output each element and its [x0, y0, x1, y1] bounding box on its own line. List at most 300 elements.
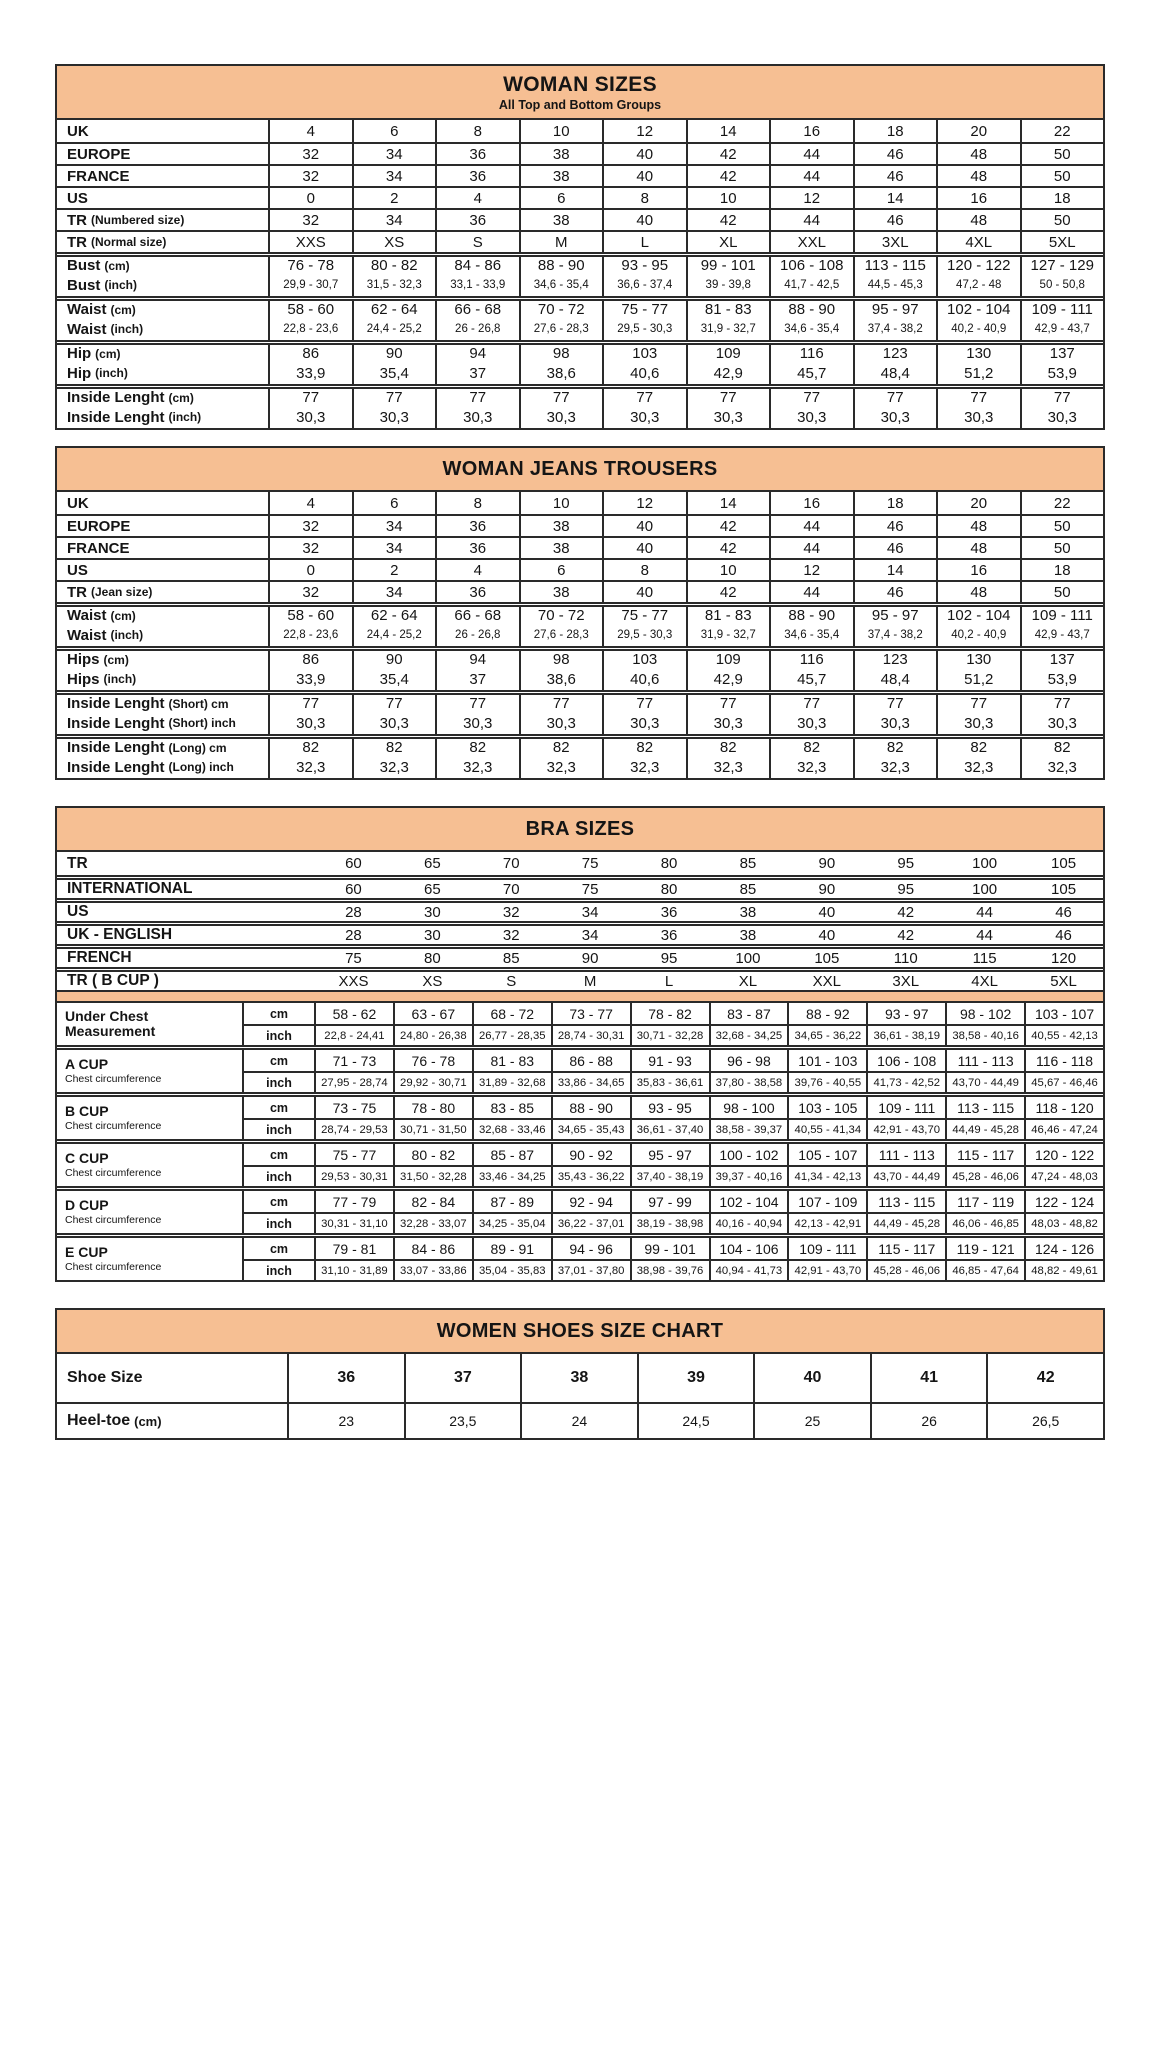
- value-cell: 6: [352, 120, 436, 142]
- value-cell: 42: [686, 582, 770, 602]
- value-cell: 31,9 - 32,7: [686, 624, 770, 646]
- value-cell: 30,3: [519, 406, 603, 428]
- value-cell: 32: [502, 903, 520, 921]
- value-cell: 34: [352, 582, 436, 602]
- value-cell: 41,73 - 42,52: [866, 1071, 945, 1092]
- value-cell: 38: [519, 516, 603, 536]
- row-label-text: C CUP: [65, 1150, 109, 1166]
- value-cell: XL: [686, 232, 770, 252]
- row-label-text: Waist: [67, 320, 107, 338]
- value-cell: 33,07 - 33,86: [393, 1259, 472, 1280]
- table-row: [57, 668, 1103, 690]
- value-cell: 85: [739, 880, 757, 898]
- value-cell: 28: [345, 903, 362, 921]
- value-cell: 48,4: [853, 362, 937, 384]
- value-cell: 87 - 89: [472, 1191, 551, 1212]
- table-row: [57, 406, 1103, 428]
- value-cell: 77: [519, 695, 603, 712]
- row-label: [57, 756, 268, 778]
- table-row: [57, 602, 1103, 624]
- value-cell: 42,9: [686, 362, 770, 384]
- table-row: [57, 384, 1103, 406]
- value-cell: 75: [581, 855, 599, 872]
- value-cell: 45,7: [769, 362, 853, 384]
- table-row: [57, 646, 1103, 668]
- value-cell: 36,61 - 38,19: [866, 1024, 945, 1045]
- value-cell: 82: [686, 739, 770, 756]
- row-label-detail: (Short) inch: [168, 716, 236, 730]
- value-cell: 32,3: [519, 756, 603, 778]
- row-label-text: Hip: [67, 345, 92, 362]
- value-cell: 40,55 - 41,34: [787, 1118, 866, 1139]
- value-cell: 80 - 82: [352, 257, 436, 274]
- value-cell: 5XL: [1020, 232, 1104, 252]
- table-row: [57, 296, 1103, 318]
- value-cell: 34: [352, 538, 436, 558]
- value-cell: 34,6 - 35,4: [519, 274, 603, 296]
- row-label-text: TR: [67, 211, 87, 229]
- table-row: [57, 274, 1103, 296]
- value-cell: 40: [602, 166, 686, 186]
- value-cell: 95 - 97: [630, 1144, 709, 1165]
- value-cell: 37,01 - 37,80: [551, 1259, 630, 1280]
- value-cell: 75: [345, 949, 362, 967]
- value-cell: 81 - 83: [472, 1050, 551, 1071]
- value-cell: 38,19 - 38,98: [630, 1212, 709, 1233]
- value-cell: 46: [853, 210, 937, 230]
- value-cell: 82: [853, 739, 937, 756]
- row-label-text: EUROPE: [67, 145, 131, 163]
- value-cell: 89 - 91: [472, 1238, 551, 1259]
- row-label-text: UK - ENGLISH: [67, 926, 173, 943]
- value-cell: 77: [352, 695, 436, 712]
- row-label: [57, 362, 268, 384]
- value-cell: 32,3: [686, 756, 770, 778]
- value-cell: 30,31 - 31,10: [314, 1212, 393, 1233]
- value-cell: 109: [686, 345, 770, 362]
- table-row: [57, 875, 1103, 898]
- value-cell: 77: [268, 695, 352, 712]
- unit-cell: inch: [242, 1259, 314, 1280]
- value-cell: 46: [853, 166, 937, 186]
- value-cell: 70: [502, 855, 520, 872]
- value-cell: 38: [739, 926, 757, 944]
- value-cell: 6: [519, 560, 603, 580]
- value-cell: 39 - 39,8: [686, 274, 770, 296]
- value-cell: 41: [870, 1354, 987, 1402]
- row-label-detail: Chest circumference: [65, 1214, 162, 1226]
- value-cell: 37,4 - 38,2: [853, 318, 937, 340]
- table-title: WOMEN SHOES SIZE CHART: [436, 1319, 724, 1342]
- value-cell: L: [602, 232, 686, 252]
- value-cell: XS: [422, 972, 443, 990]
- value-cell: 4: [435, 188, 519, 208]
- value-cell: 77: [936, 695, 1020, 712]
- value-cell: 99 - 101: [686, 257, 770, 274]
- value-cell: XXL: [769, 232, 853, 252]
- row-label-detail: (Long) inch: [168, 760, 234, 774]
- value-cell: 22,8 - 23,6: [268, 318, 352, 340]
- value-cell: 44,49 - 45,28: [945, 1118, 1024, 1139]
- value-cell: 82: [435, 739, 519, 756]
- value-cell: 116 - 118: [1024, 1050, 1103, 1071]
- value-cell: 6: [519, 188, 603, 208]
- value-cell: 30,3: [268, 712, 352, 734]
- value-cell: 30,3: [769, 406, 853, 428]
- value-cell: 50: [1020, 166, 1104, 186]
- value-cell: XXS: [338, 972, 369, 990]
- value-cell: 75 - 77: [314, 1144, 393, 1165]
- row-label: [57, 257, 268, 274]
- value-cell: 42,91 - 43,70: [866, 1118, 945, 1139]
- row-label: [57, 695, 268, 712]
- value-cell: 18: [1020, 560, 1104, 580]
- value-cell: 36,61 - 37,40: [630, 1118, 709, 1139]
- value-cell: 29,5 - 30,3: [602, 624, 686, 646]
- value-cell: 115 - 117: [945, 1144, 1024, 1165]
- row-label-text: FRANCE: [67, 539, 130, 557]
- value-cell: 4: [268, 120, 352, 142]
- value-cell: 95 - 97: [853, 301, 937, 318]
- value-cell: 58 - 62: [314, 1003, 393, 1024]
- value-cell: 24: [520, 1404, 637, 1438]
- row-label-text: Inside Lenght: [67, 714, 165, 732]
- value-cell: 33,46 - 34,25: [472, 1165, 551, 1186]
- row-label: [57, 852, 314, 875]
- value-cell: 137: [1020, 651, 1104, 668]
- value-cell: 46,06 - 46,85: [945, 1212, 1024, 1233]
- value-cell: 77: [435, 695, 519, 712]
- value-cell: 32,3: [769, 756, 853, 778]
- value-cell: 18: [1020, 188, 1104, 208]
- table-title: WOMAN SIZES: [503, 72, 657, 96]
- row-label: [57, 492, 268, 514]
- value-cell: 35,43 - 36,22: [551, 1165, 630, 1186]
- row-label: [57, 949, 314, 967]
- value-cell: 34: [581, 926, 599, 944]
- value-cell: 30,3: [936, 712, 1020, 734]
- value-cell: 18: [853, 120, 937, 142]
- value-cell: 77: [853, 389, 937, 406]
- value-cell: 73 - 77: [551, 1003, 630, 1024]
- value-cell: 46,85 - 47,64: [945, 1259, 1024, 1280]
- value-cell: 23: [287, 1404, 404, 1438]
- row-label-text: Shoe Size: [67, 1369, 143, 1386]
- value-cell: 30,3: [853, 712, 937, 734]
- value-cell: 40: [602, 538, 686, 558]
- bra-cup-measurements-body: [57, 1003, 1103, 1280]
- value-cell: 34: [352, 144, 436, 164]
- value-cell: 37: [435, 362, 519, 384]
- row-label-detail: (Long) cm: [168, 740, 227, 755]
- value-cell: 44: [769, 538, 853, 558]
- value-cell: 27,6 - 28,3: [519, 318, 603, 340]
- value-cell: 53,9: [1020, 668, 1104, 690]
- value-cell: 90: [581, 949, 599, 967]
- row-label: [57, 345, 268, 362]
- value-cell: 122 - 124: [1024, 1191, 1103, 1212]
- value-cell: 42,91 - 43,70: [787, 1259, 866, 1280]
- row-label-detail: (Jean size): [91, 585, 153, 599]
- value-cell: 8: [602, 560, 686, 580]
- value-cell: 70 - 72: [519, 607, 603, 624]
- value-cell: 40,2 - 40,9: [936, 318, 1020, 340]
- value-cell: 77: [602, 695, 686, 712]
- value-cell: 81 - 83: [686, 301, 770, 318]
- value-cell: 28,74 - 29,53: [314, 1118, 393, 1139]
- row-label-text: UK: [67, 122, 89, 140]
- value-cell: 42: [686, 538, 770, 558]
- value-cell: 66 - 68: [435, 607, 519, 624]
- value-cell: 83 - 87: [709, 1003, 788, 1024]
- value-cell: 38,98 - 39,76: [630, 1259, 709, 1280]
- value-cell: 36: [435, 538, 519, 558]
- value-cell: 37,80 - 38,58: [709, 1071, 788, 1092]
- row-label-text: INTERNATIONAL: [67, 880, 193, 897]
- row-label: [57, 560, 268, 580]
- row-label-text: E CUP: [65, 1244, 108, 1260]
- value-cell: 82: [519, 739, 603, 756]
- row-label-detail: (Numbered size): [91, 213, 185, 227]
- row-label-text: TR: [67, 583, 87, 601]
- value-cell: 82: [769, 739, 853, 756]
- value-cell: 78 - 82: [630, 1003, 709, 1024]
- value-cell: 3XL: [853, 232, 937, 252]
- table-row: [57, 624, 1103, 646]
- table-row: [57, 898, 1103, 921]
- value-cell: 16: [936, 560, 1020, 580]
- bra-sizes-conversion-body: [57, 852, 1103, 990]
- value-cell: 118 - 120: [1024, 1097, 1103, 1118]
- value-cell: 84 - 86: [435, 257, 519, 274]
- value-cell: 48,82 - 49,61: [1024, 1259, 1103, 1280]
- value-cell: 12: [602, 492, 686, 514]
- woman-jeans-header: [57, 448, 1103, 492]
- unit-cell: cm: [242, 1003, 314, 1024]
- value-cell: 38: [519, 538, 603, 558]
- value-cell: 109 - 111: [1020, 607, 1104, 624]
- row-label-detail: (cm): [104, 258, 130, 273]
- value-cell: 40,6: [602, 362, 686, 384]
- value-cell: 40: [602, 144, 686, 164]
- value-cell: 90 - 92: [551, 1144, 630, 1165]
- value-cell: 88 - 92: [787, 1003, 866, 1024]
- value-cell: 111 - 113: [945, 1050, 1024, 1071]
- value-cell: 31,9 - 32,7: [686, 318, 770, 340]
- unit-cell: cm: [242, 1050, 314, 1071]
- value-cell: 106 - 108: [769, 257, 853, 274]
- value-cell: 26: [870, 1404, 987, 1438]
- value-cell: 32: [268, 210, 352, 230]
- value-cell: 85: [739, 855, 757, 872]
- value-cell: 85: [502, 949, 520, 967]
- value-cell: 34: [352, 210, 436, 230]
- value-cell: 34,65 - 35,43: [551, 1118, 630, 1139]
- value-cell: 103 - 105: [787, 1097, 866, 1118]
- value-cell: 34,6 - 35,4: [769, 318, 853, 340]
- table-row: [57, 944, 1103, 967]
- unit-cell: inch: [242, 1165, 314, 1186]
- table-row: [57, 558, 1103, 580]
- row-label-text: TR ( B CUP ): [67, 972, 159, 989]
- value-cell: 77: [268, 389, 352, 406]
- bra-sizes-table: [55, 806, 1105, 1282]
- value-cell: 34,65 - 36,22: [787, 1024, 866, 1045]
- value-cell: 42: [686, 210, 770, 230]
- value-cell: 90: [352, 651, 436, 668]
- value-cell: 95 - 97: [853, 607, 937, 624]
- value-cell: 26,5: [986, 1404, 1103, 1438]
- value-cell: 70 - 72: [519, 301, 603, 318]
- value-cell: 53,9: [1020, 362, 1104, 384]
- value-cell: 30,3: [936, 406, 1020, 428]
- row-label: [57, 880, 314, 898]
- table-row: [57, 967, 1103, 990]
- value-cell: 0: [268, 188, 352, 208]
- row-label: [57, 1144, 242, 1186]
- row-label-detail: Chest circumference: [65, 1073, 162, 1085]
- value-cell: 100: [972, 855, 998, 872]
- value-cell: 44,49 - 45,28: [866, 1212, 945, 1233]
- value-cell: 113 - 115: [866, 1191, 945, 1212]
- value-cell: 24,5: [637, 1404, 754, 1438]
- value-cell: 94: [435, 651, 519, 668]
- row-label-detail: (Short) cm: [168, 696, 229, 711]
- row-label-text: Inside Lenght: [67, 739, 165, 756]
- value-cell: 44: [769, 210, 853, 230]
- value-cell: 42: [897, 903, 915, 921]
- value-cell: 26 - 26,8: [435, 318, 519, 340]
- value-cell: 95: [660, 949, 678, 967]
- table-row: [57, 318, 1103, 340]
- row-label-text: US: [67, 189, 88, 207]
- value-cell: 22: [1020, 492, 1104, 514]
- value-cell: 92 - 94: [551, 1191, 630, 1212]
- value-cell: 12: [769, 560, 853, 580]
- value-cell: 115 - 117: [866, 1238, 945, 1259]
- value-cell: 42: [897, 926, 915, 944]
- value-cell: 30,71 - 32,28: [630, 1024, 709, 1045]
- value-cell: 78 - 80: [393, 1097, 472, 1118]
- value-cell: 31,10 - 31,89: [314, 1259, 393, 1280]
- value-cell: 32: [268, 538, 352, 558]
- value-cell: 10: [686, 188, 770, 208]
- value-cell: 40,6: [602, 668, 686, 690]
- woman-sizes-body: [57, 120, 1103, 428]
- value-cell: 31,89 - 32,68: [472, 1071, 551, 1092]
- value-cell: 41,34 - 42,13: [787, 1165, 866, 1186]
- value-cell: 35,04 - 35,83: [472, 1259, 551, 1280]
- value-cell: 22,8 - 24,41: [314, 1024, 393, 1045]
- row-label-detail: (inch): [103, 672, 137, 686]
- row-label-detail: (inch): [110, 322, 144, 336]
- value-cell: M: [519, 232, 603, 252]
- value-cell: 65: [424, 880, 441, 898]
- value-cell: 103 - 107: [1024, 1003, 1103, 1024]
- value-cell: 36: [435, 210, 519, 230]
- table-row: [57, 514, 1103, 536]
- value-cell: 48: [936, 516, 1020, 536]
- row-label-text: Waist: [67, 626, 107, 644]
- value-cell: 42: [686, 516, 770, 536]
- value-cell: 105: [814, 949, 840, 967]
- table-row: [57, 712, 1103, 734]
- row-label-detail: (Normal size): [91, 235, 167, 249]
- row-label-text: Inside Lenght: [67, 758, 165, 776]
- value-cell: 62 - 64: [352, 607, 436, 624]
- value-cell: 30,3: [1020, 406, 1104, 428]
- value-cell: 27,6 - 28,3: [519, 624, 603, 646]
- value-cell: 34: [581, 903, 599, 921]
- value-cell: 39,76 - 40,55: [787, 1071, 866, 1092]
- table-row: [57, 536, 1103, 558]
- value-cell: 105 - 107: [787, 1144, 866, 1165]
- value-cell: 75 - 77: [602, 607, 686, 624]
- value-cell: 79 - 81: [314, 1238, 393, 1259]
- value-cell: 77: [936, 389, 1020, 406]
- row-label-detail: Chest circumference: [65, 1120, 162, 1132]
- row-label-detail: (cm): [110, 608, 136, 623]
- value-cell: 32: [268, 166, 352, 186]
- value-cell: 102 - 104: [709, 1191, 788, 1212]
- value-cell: 80: [424, 949, 441, 967]
- value-cell: 23,5: [404, 1404, 521, 1438]
- value-cell: 80 - 82: [393, 1144, 472, 1165]
- value-cell: 71 - 73: [314, 1050, 393, 1071]
- value-cell: 32: [268, 144, 352, 164]
- value-cell: 20: [936, 120, 1020, 142]
- unit-cell: inch: [242, 1024, 314, 1045]
- value-cell: XL: [738, 972, 758, 990]
- value-cell: 50: [1020, 210, 1104, 230]
- value-cell: 4: [435, 560, 519, 580]
- value-cell: 77: [519, 389, 603, 406]
- value-cell: 42: [686, 144, 770, 164]
- value-cell: 94: [435, 345, 519, 362]
- value-cell: 29,9 - 30,7: [268, 274, 352, 296]
- value-cell: 123: [853, 651, 937, 668]
- value-cell: 100 - 102: [709, 1144, 788, 1165]
- value-cell: 103: [602, 651, 686, 668]
- row-label-detail: (inch): [104, 278, 138, 292]
- value-cell: 4XL: [936, 232, 1020, 252]
- value-cell: 40: [602, 516, 686, 536]
- value-cell: 83 - 85: [472, 1097, 551, 1118]
- value-cell: 82 - 84: [393, 1191, 472, 1212]
- value-cell: 46: [853, 582, 937, 602]
- value-cell: 77: [853, 695, 937, 712]
- value-cell: 115: [972, 949, 997, 967]
- value-cell: 14: [853, 560, 937, 580]
- row-label-text: FRANCE: [67, 167, 130, 185]
- unit-cell: cm: [242, 1144, 314, 1165]
- value-cell: 82: [1020, 739, 1104, 756]
- value-cell: 91 - 93: [630, 1050, 709, 1071]
- value-cell: 8: [602, 188, 686, 208]
- value-cell: 33,1 - 33,9: [435, 274, 519, 296]
- table-row: [57, 690, 1103, 712]
- row-label-text: Waist: [67, 301, 107, 318]
- value-cell: 8: [435, 120, 519, 142]
- value-cell: 28,74 - 30,31: [551, 1024, 630, 1045]
- table-row: [57, 1402, 1103, 1438]
- value-cell: 127 - 129: [1020, 257, 1104, 274]
- value-cell: 109: [686, 651, 770, 668]
- value-cell: 94 - 96: [551, 1238, 630, 1259]
- value-cell: 130: [936, 345, 1020, 362]
- row-label-text: Inside Lenght: [67, 695, 165, 712]
- value-cell: 12: [769, 188, 853, 208]
